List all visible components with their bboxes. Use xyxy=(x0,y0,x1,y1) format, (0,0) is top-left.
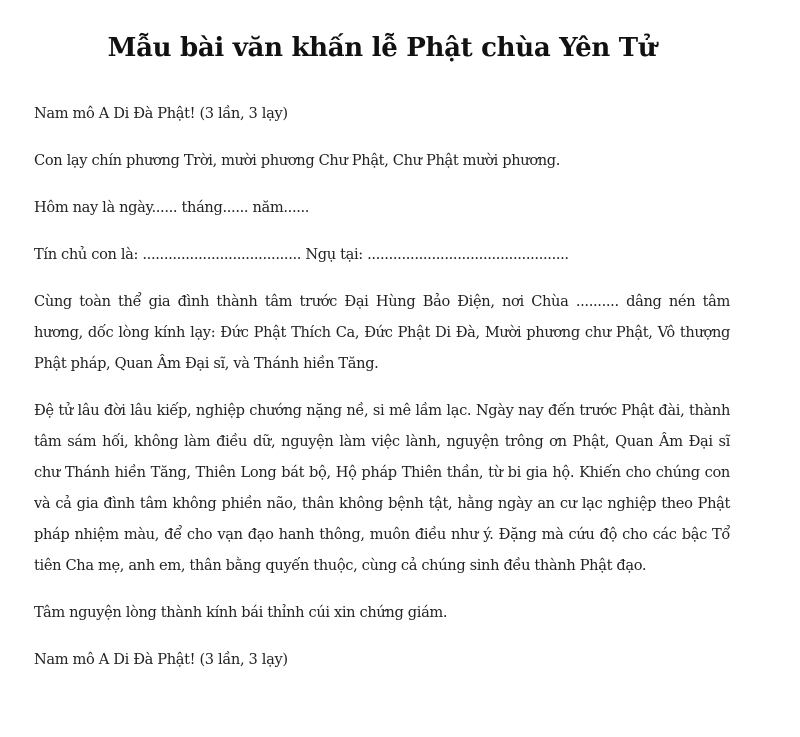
page-title: Mẫu bài văn khấn lễ Phật chùa Yên Tử xyxy=(107,33,657,63)
document-page xyxy=(34,0,730,675)
paragraph-salutation: Con lạy chín phương Trời, mười phương Chư Phật, Chư Phật mười phương. xyxy=(34,152,561,169)
paragraph-opening-invocation: Nam mô A Di Đà Phật! (3 lần, 3 lạy) xyxy=(34,105,288,122)
paragraph-date-line: Hôm nay là ngày...... tháng...... năm...... xyxy=(34,199,310,216)
paragraph-request: Tâm nguyện lòng thành kính bái thỉnh cúi xin chứng giám. xyxy=(34,604,448,621)
paragraph-repentance-prayer: Đệ tử lâu đời lâu kiếp, nghiệp chướng nặng nề, si mê lầm lạc. Ngày nay đến trước Phật đài, thành tâm sám hối, không làm điều dữ, nguyện làm việc lành, nguyện trông ơn Phật, Quan Âm Đại sĩ chư Thánh hiền Tăng, Thiên Long bát bộ, Hộ pháp Thiên thần, từ bi gia hộ. Khiến cho chúng con và cả gia đình tâm không phiền não, thân không bệnh tật, hằng ngày an cư lạc nghiệp theo Phật pháp nhiệm màu, để cho vạn đạo hanh thông, muôn điều như ý. Đặng mà cứu độ cho các bậc Tổ tiên Cha mẹ, anh em, thân bằng quyến thuộc, cùng cả chúng sinh đều thành Phật đạo. xyxy=(34,402,730,574)
paragraph-devotee-line: Tín chủ con là: ..................................... Ngụ tại: ............................................... xyxy=(34,246,569,263)
paragraph-closing-invocation: Nam mô A Di Đà Phật! (3 lần, 3 lạy) xyxy=(34,651,288,668)
paragraph-offering: Cùng toàn thể gia đình thành tâm trước Đại Hùng Bảo Điện, nơi Chùa .......... dâng nén tâm hương, dốc lòng kính lạy: Đức Phật Thích Ca, Đức Phật Di Đà, Mười phương chư Phật, Vô thượng Phật pháp, Quan Âm Đại sĩ, và Thánh hiền Tăng. xyxy=(34,293,730,372)
